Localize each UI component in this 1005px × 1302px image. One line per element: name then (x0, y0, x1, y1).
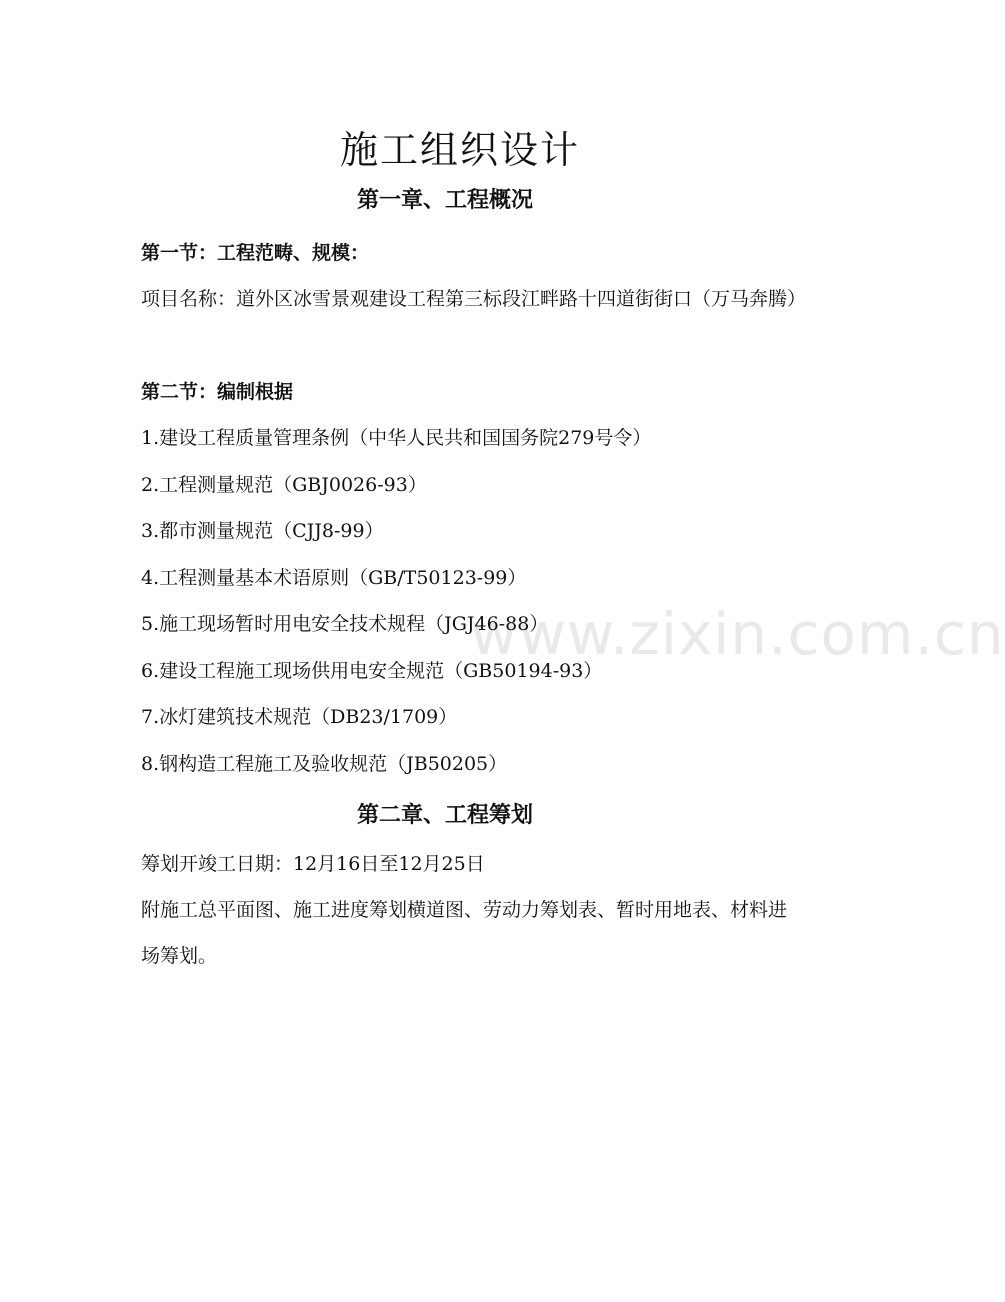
basis-item: 4.工程测量基本术语原则（GB/T50123-99） (141, 567, 527, 589)
watermark: www.zixin.com.cn (470, 600, 1005, 668)
basis-item: 7.冰灯建筑技术规范（DB23/1709） (141, 706, 458, 728)
project-name-text: 项目名称：道外区冰雪景观建设工程第三标段江畔路十四道街街口（万马奔腾） (141, 288, 807, 310)
schedule-text: 筹划开竣工日期：12月16日至12月25日 (141, 853, 485, 875)
chapter1-heading: 第一章、工程概况 (356, 187, 533, 213)
section2-heading: 第二节：编制根据 (141, 381, 294, 403)
chapter2-heading: 第二章、工程筹划 (356, 802, 533, 828)
attachments-text: 附施工总平面图、施工进度筹划横道图、劳动力筹划表、暂时用地表、材料进场筹划。 (141, 899, 788, 967)
basis-item: 5.施工现场暂时用电安全技术规程（JGJ46-88） (141, 613, 549, 635)
basis-item: 8.钢构造工程施工及验收规范（JB50205） (141, 753, 508, 775)
basis-item: 1.建设工程质量管理条例（中华人民共和国国务院279号令） (141, 427, 652, 449)
section1-heading: 第一节：工程范畴、规模： (141, 242, 370, 264)
basis-item: 6.建设工程施工现场供用电安全规范（GB50194-93） (141, 660, 603, 682)
document-title: 施工组织设计 (339, 128, 580, 172)
basis-item: 2.工程测量规范（GBJ0026-93） (141, 474, 427, 496)
basis-item: 3.都市测量规范（CJJ8-99） (141, 520, 384, 542)
